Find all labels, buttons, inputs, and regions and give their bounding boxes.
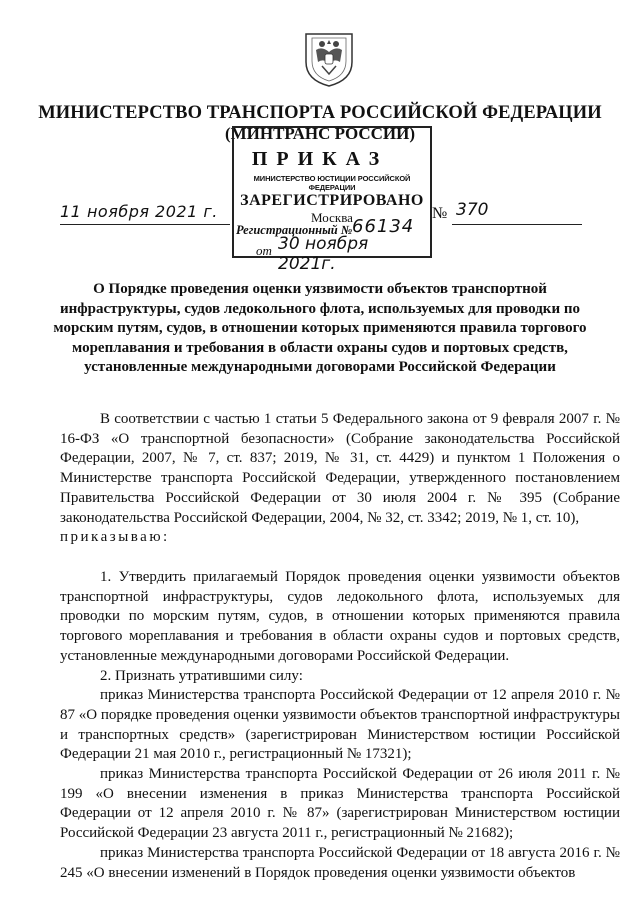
order-number: 370	[456, 200, 489, 220]
preamble	[60, 410, 620, 548]
document-title: О Порядке проведения оценки уязвимости объектов транспортной инфраструктуры, судов ледокольного флота, используемых для проводки по морским путям, судов, в отношении которых применяются правила торгового мореплавания и требования в области охраны судов и портовых средств, установленные международными договорами Российской Федерации	[53, 281, 587, 376]
order-word: приказываю:	[60, 529, 170, 546]
stamp-registered-label: ЗАРЕГИСТРИРОВАНО	[240, 192, 424, 209]
stamp-justice-ministry: МИНИСТЕРСТВО ЮСТИЦИИ РОССИЙСКОЙ ФЕДЕРАЦИИ	[253, 174, 411, 192]
stamp-regno-value: 66134	[352, 216, 415, 237]
ministry-name: МИНИСТЕРСТВО ТРАНСПОРТА РОССИЙСКОЙ ФЕДЕРАЦИИ	[38, 103, 602, 123]
paragraph-3: приказ Министерства транспорта Российской Федерации от 12 апреля 2010 г. № 87 «О порядке проведения оценки уязвимости объектов транспортной инфраструктуры и транспортных средств» (зарегистрирован Министерством юстиции Российской Федерации 21 мая 2010 г., регистрационный № 17321);	[60, 687, 620, 763]
document-type: ПРИКАЗ	[251, 148, 389, 170]
ministry-short-name: (МИНТРАНС РОССИИ)	[224, 124, 416, 143]
stamp-city: Москва	[311, 210, 353, 225]
order-number-underline	[452, 224, 582, 225]
order-date-underline	[60, 224, 230, 225]
order-date: 11 ноября 2021 г.	[60, 202, 218, 221]
paragraph-5: приказ Министерства транспорта Российской Федерации от 18 августа 2016 г. № 245 «О внесении изменений в Порядок проведения оценки уязвимости объектов	[60, 844, 620, 881]
paragraph-1: 1. Утвердить прилагаемый Порядок проведения оценки уязвимости объектов транспортной инфраструктуры, судов ледокольного флота, используемых для проводки по морским путям, судов, в отношении которых применяются правила торгового мореплавания и требования в области охраны судов и портовых средств, установленные международными договорами Российской Федерации.	[60, 569, 620, 664]
paragraph-4: приказ Министерства транспорта Российской Федерации от 26 июля 2011 г. № 199 «О внесении изменения в приказ Министерства транспорта Российской Федерации от 12 апреля 2010 г. № 87» (зарегистрирован Министерством юстиции Российской Федерации 23 августа 2011 г., регистрационный № 21682);	[60, 766, 620, 842]
russian-coat-of-arms-icon	[300, 28, 358, 88]
stamp-date-prefix: от	[256, 243, 272, 258]
order-number-label: №	[432, 205, 448, 222]
document-body	[60, 568, 620, 883]
stamp-regno-label: Регистрационный №	[236, 223, 353, 237]
stamp-date: 30 ноября 2021г.	[278, 234, 369, 274]
paragraph-2: 2. Признать утратившими силу:	[100, 667, 303, 684]
preamble-text: В соответствии с частью 1 статьи 5 Федерального закона от 9 февраля 2007 г. № 16-ФЗ «О транспортной безопасности» (Собрание законодательства Российской Федерации, 2007, № 7, ст. 837; 2019, № 31, ст. 4429) и пунктом 1 Положения о Министерстве транспорта Российской Федерации, утвержденного постановлением Правительства Российской Федерации от 30 июля 2004 г. № 395 (Собрание законодательства Российской Федерации, 2004, № 32, ст. 3342; 2019, № 1, ст. 10),	[60, 411, 620, 526]
registration-stamp	[232, 126, 432, 274]
